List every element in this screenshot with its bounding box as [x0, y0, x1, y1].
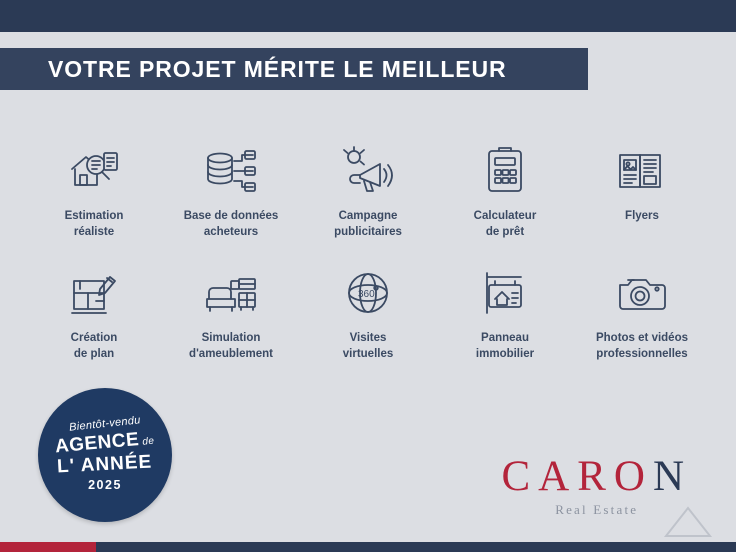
service-item-panneau-immobilier[interactable] [439, 262, 571, 362]
logo-word-end: N [652, 453, 692, 500]
service-item-campagne[interactable] [302, 140, 434, 240]
service-label: Flyers [625, 210, 659, 222]
service-label: Calculateur de prêt [473, 210, 537, 238]
bottom-bar [0, 542, 736, 552]
service-label: Base de données acheteurs [183, 210, 279, 238]
bottom-bar-accent [0, 542, 96, 552]
service-label: Simulation d'ameublement [189, 332, 273, 360]
service-item-estimation[interactable] [28, 140, 160, 240]
badge-de-text: de [142, 435, 156, 448]
badge-year: 2025 [88, 478, 122, 492]
database-stack-icon [203, 140, 259, 202]
service-item-creation-plan[interactable] [28, 262, 160, 362]
logo-wordmark [501, 455, 692, 498]
floor-plan-icon [66, 262, 122, 324]
service-label: Campagne publicitaires [334, 210, 402, 238]
top-bar [0, 0, 736, 32]
360-view-icon [340, 262, 396, 324]
services-grid [28, 140, 708, 362]
badge-agence-text: AGENCE [54, 429, 141, 458]
badge-line-1: Bientôt-vendu [68, 414, 142, 434]
house-magnifier-icon [66, 140, 122, 202]
service-label: Création de plan [70, 332, 118, 360]
logo-word-start: CARO [501, 453, 653, 500]
watermark-triangle-icon [662, 504, 714, 538]
megaphone-icon [338, 140, 398, 202]
service-item-calculateur[interactable] [439, 140, 571, 240]
title-band [0, 48, 588, 90]
service-label: Panneau immobilier [475, 332, 535, 360]
calculator-clipboard-icon [477, 140, 533, 202]
service-label: Estimation réaliste [64, 210, 124, 238]
furniture-sofa-icon [201, 262, 261, 324]
camera-icon [614, 262, 670, 324]
for-sale-sign-icon [477, 262, 533, 324]
top-bar-accent [616, 0, 736, 32]
service-item-simulation-ameublement[interactable] [165, 262, 297, 362]
badge-line-3: L' ANNÉE [56, 451, 154, 478]
services-row-2 [28, 262, 708, 362]
logo-tagline: Real Estate [555, 502, 639, 517]
service-item-photos-videos[interactable] [576, 262, 708, 362]
service-item-flyers[interactable] [576, 140, 708, 225]
services-row-1 [28, 140, 708, 240]
svg-text:360: 360 [358, 289, 375, 301]
open-brochure-icon [614, 140, 670, 202]
award-badge [38, 388, 172, 522]
service-label: Photos et vidéos professionnelles [595, 332, 689, 360]
service-item-visites-virtuelles[interactable] [302, 262, 434, 362]
service-label: Visites virtuelles [342, 332, 394, 360]
service-item-database[interactable] [165, 140, 297, 240]
page-title: VOTRE PROJET MÉRITE LE MEILLEUR [48, 55, 507, 82]
